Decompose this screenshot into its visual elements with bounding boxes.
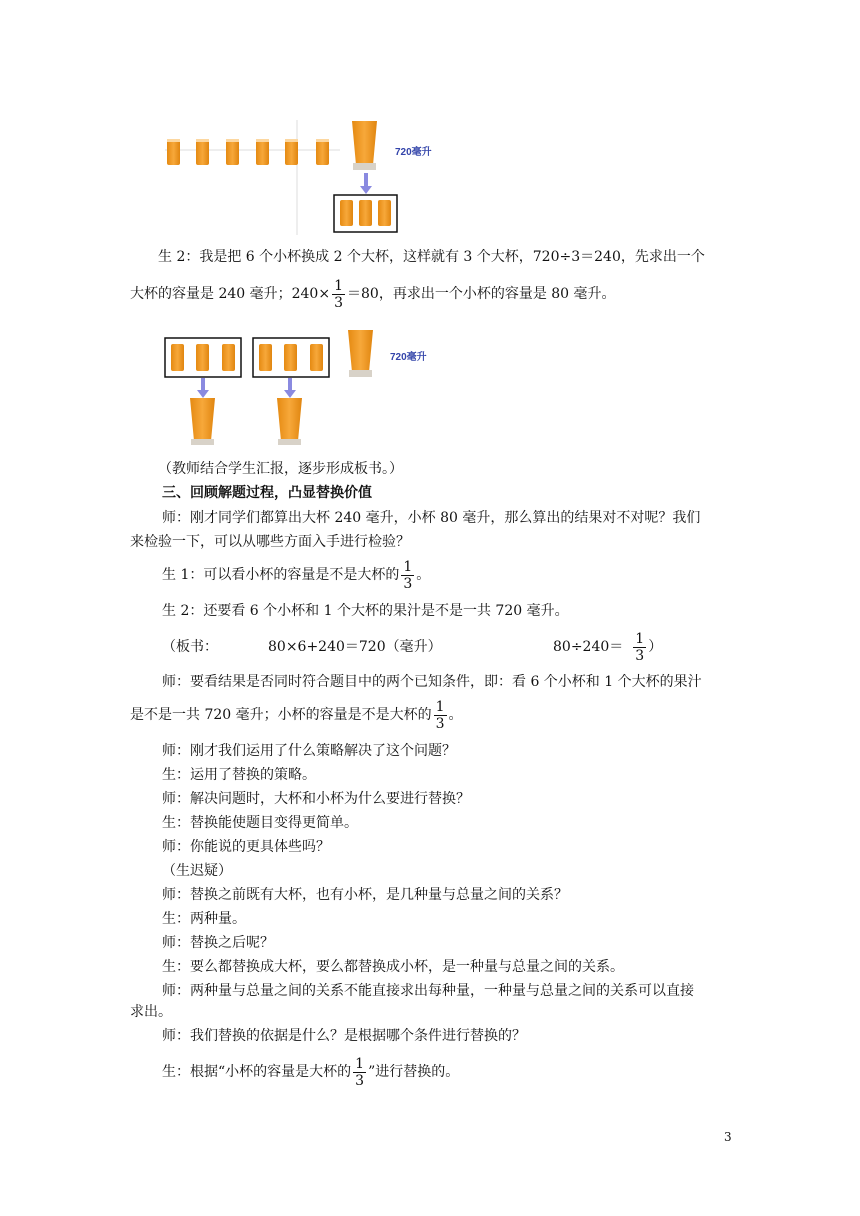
large-cup [277,398,302,445]
text-segment: ） [648,639,663,655]
dialogue-line: 师：两种量与总量之间的关系不能直接求出每种量，一种量与总量之间的关系可以直接 [162,983,694,999]
fraction [434,699,447,732]
paragraph-line: 生 2：还要看 6 个小杯和 1 个大杯的果汁是不是一共 720 毫升。 [162,603,569,619]
small-cup [340,200,353,226]
paragraph-line: 师：刚才同学们都算出大杯 240 毫升，小杯 80 毫升，那么算出的结果对不对呢？我们 [162,510,701,526]
paragraph-line [162,552,430,598]
small-cup [284,344,297,371]
fraction-numerator: 1 [435,698,445,715]
small-cup [359,200,372,226]
dialogue-line: 师：替换之后呢？ [162,935,274,951]
text-segment: 生：根据“小杯的容量是大杯的 [162,1064,352,1080]
large-cup [348,330,373,377]
small-cup [196,344,209,371]
board-equation: 80×6+240＝720（毫升） [268,639,442,655]
text-segment: ＝80，再求出一个小杯的容量是 80 毫升。 [347,286,616,302]
dialogue-line: 生：替换能使题目变得更简单。 [162,815,358,831]
page-number: 3 [724,1130,732,1144]
text-segment: ”进行替换的。 [368,1064,460,1080]
figure1 [165,120,397,235]
note: （教师结合学生汇报，逐步形成板书。） [158,461,403,477]
dialogue-line: 师：替换之前既有大杯，也有小杯，是几种量与总量之间的关系？ [162,887,568,903]
figure2 [165,330,373,445]
text-segment: 。 [416,567,431,583]
dialogue-line: 师：刚才我们运用了什么策略解决了这个问题？ [162,743,456,759]
small-cup [259,344,272,371]
paragraph-line [130,692,463,738]
paragraph-line: 生 2：我是把 6 个小杯换成 2 个大杯，这样就有 3 个大杯，720÷3＝240，先求出一个 [158,249,705,265]
paragraph-line [130,271,616,317]
text-segment: 。 [448,707,463,723]
paragraph-line: 来检验一下，可以从哪些方面入手进行检验？ [130,534,410,550]
fraction [633,631,646,664]
fraction-denominator: 3 [635,647,645,664]
small-cup [378,200,391,226]
small-cup [171,344,184,371]
fraction-denominator: 3 [355,1072,365,1089]
fraction-denominator: 3 [403,575,413,592]
capacity-label: 720毫升 [390,352,427,363]
large-cup [352,121,377,170]
dialogue-line: 生：两种量。 [162,911,246,927]
small-cup [226,139,239,165]
fraction [401,559,414,592]
small-cup [285,139,298,165]
dialogue-line: 生：运用了替换的策略。 [162,767,316,783]
text-segment: 80÷240＝ [553,639,624,655]
small-cup [316,139,329,165]
section-heading: 三、回顾解题过程，凸显替换价值 [162,485,372,501]
text-segment: 大杯的容量是 240 毫升；240× [130,286,331,302]
fraction-numerator: 1 [334,277,343,294]
dialogue-line: （生迟疑） [162,863,232,879]
dialogue-line: 生：要么都替换成大杯，要么都替换成小杯，是一种量与总量之间的关系。 [162,959,624,975]
dialogue-line [162,1049,459,1095]
dialogue-line: 师：你能说的更具体些吗？ [162,839,330,855]
board-label: （板书： [162,639,218,655]
fraction-numerator: 1 [403,558,413,575]
board-equation [553,624,662,670]
fraction-denominator: 3 [435,715,445,732]
capacity-label: 720毫升 [395,147,432,158]
dialogue-line: 求出。 [130,1004,172,1020]
dialogue-line: 师：我们替换的依据是什么？是根据哪个条件进行替换的？ [162,1028,526,1044]
text-segment: 是不是一共 720 毫升；小杯的容量是不是大杯的 [130,707,432,723]
small-cup [196,139,209,165]
dialogue-line: 师：解决问题时，大杯和小杯为什么要进行替换？ [162,791,470,807]
small-cup [310,344,323,371]
fraction [332,278,345,311]
paragraph-line: 师：要看结果是否同时符合题目中的两个已知条件，即：看 6 个小杯和 1 个大杯的果汁 [162,674,702,690]
small-cup [222,344,235,371]
fraction [353,1056,366,1089]
small-cup [167,139,180,165]
fraction-numerator: 1 [635,630,645,647]
large-cup [190,398,215,445]
text-segment: 生 1：可以看小杯的容量是不是大杯的 [162,567,400,583]
fraction-numerator: 1 [355,1055,365,1072]
fraction-denominator: 3 [334,294,343,311]
small-cup [256,139,269,165]
